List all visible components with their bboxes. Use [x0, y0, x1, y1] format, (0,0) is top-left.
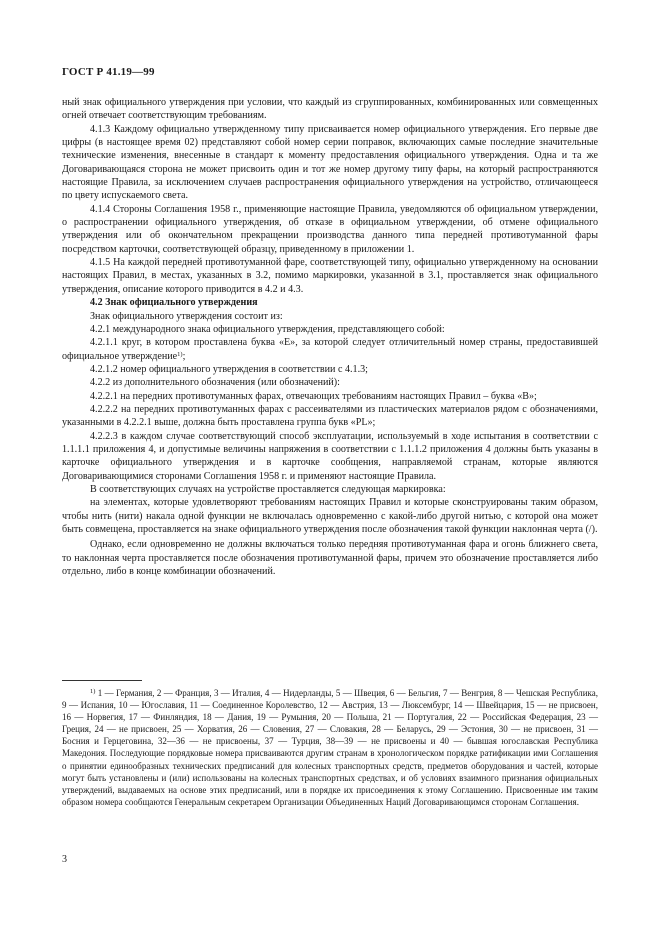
paragraph-marking-elements: на элементах, которые удовлетворяют требованиям настоящих Правил и которые сконструированы таким образом, чтобы нить (нити) накала одной функции не включалась одновременно с какой-либо другой нитью, с которой она может быть совмещена, проставляется на знаке официального утверждения после обозначения такой функции наклонная черта (/).	[62, 497, 598, 535]
paragraph-1: ный знак официального утверждения при условии, что каждый из сгруппированных, комбинированных или совмещенных огней отвечает соответствующим требованиям.	[62, 97, 598, 122]
footnote-reference: 1)	[177, 350, 183, 358]
paragraph-marking-intro: В соответствующих случаях на устройстве проставляется следующая маркировка:	[90, 483, 446, 495]
paragraph-4-1-4: 4.1.4 Стороны Соглашения 1958 г., применяющие настоящие Правила, уведомляются об официальном утверждении, о распространении официального утверждения, об отказе в официальном утверждении, об отмене официального утверждения или об окончательном прекращении производства данного типа передней противотуманной фары посредством карточки, соответствующей образцу, приведенному в приложении 1.	[62, 203, 598, 255]
page-number: 3	[62, 854, 67, 865]
paragraph-4-1-5: 4.1.5 На каждой передней противотуманной фаре, соответствующей типу, официально утвержденному на основании настоящих Правил, в местах, указанных в 3.2, помимо маркировки, указанной в 3.1, проставляется знак официального утверждения, описание которого приводится в 4.2 и 4.3.	[62, 257, 598, 295]
paragraph-4-2-1: 4.2.1 международного знака официального утверждения, представляющего собой:	[90, 323, 445, 335]
paragraph-however: Однако, если одновременно не должны включаться только передняя противотуманная фара и огонь ближнего света, то наклонная черта проставляется после обозначения противотуманной фары, причем это обозначение проставляется либо отдельно, либо в конце комбинации обозначений.	[62, 539, 598, 578]
footnote-marker: 1)	[90, 688, 96, 695]
paragraph-4-2-2-3: 4.2.2.3 в каждом случае соответствующий способ эксплуатации, используемый в ходе испытания в соответствии с 1.1.1.1 приложения 4, и допустимые величины напряжения в соответствии с 1.1.1.2 приложения 4 должны быть указаны в карточке официального утверждения и в карточке сообщения, направляемой странам, которые являются Договаривающимися сторонами Соглашения 1958 г. и применяют настоящие Правила.	[62, 430, 598, 482]
paragraph-4-2-2-2: 4.2.2.2 на передних противотуманных фарах с рассеивателями из пластических материалов рядом с обозначениями, указанными в 4.2.2.1 выше, должна быть проставлена группа букв «PL»;	[62, 403, 598, 429]
document-header: ГОСТ Р 41.19—99	[62, 66, 155, 78]
footnote-text: 1 — Германия, 2 — Франция, 3 — Италия, 4 — Нидерланды, 5 — Швеция, 6 — Бельгия, 7 — Венгрия, 8 — Чешская Республика, 9 — Испания, 10 — Югославия, 11 — Соединенное Королевство, 12 — Австрия, 13 — Люксембург, 14 — Швейцария, 15 — не присвоен, 16 — Норвегия, 17 — Финляндия, 18 — Дания, 19 — Румыния, 20 — Польша, 21 — Португалия, 22 — Российская Федерация, 23 — Греция, 24 — не присвоен, 25 — Хорватия, 26 — Словения, 27 — Словакия, 28 — Беларусь, 29 — Эстония, 30 — не присвоен, 31 — Босния и Герцеговина, 32—36 — не присвоены, 37 — Турция, 38—39 — не присвоены и 40 — бывшая югославская Республика Македония. Последующие порядковые номера присваиваются другим странам в хронологическом порядке ратификации ими Соглашения о принятии единообразных технических предписаний для колесных транспортных средств, предметов оборудования и частей, которые могут быть установлены и (или) использованы на колесных транспортных средствах, и об условиях взаимного признания официальных утверждений, выдаваемых на основе этих предписаний, или в порядке их присоединения к этому Соглашению. Присвоенные им таким образом номера сообщаются Генеральным секретарем Организации Объединенных Наций Договаривающимся сторонам Соглашения.	[62, 688, 598, 807]
footnote-divider	[62, 680, 142, 681]
paragraph-4-2-2: 4.2.2 из дополнительного обозначения (или обозначений):	[90, 377, 340, 389]
footnote	[62, 687, 598, 808]
paragraph-4-2-2-1: 4.2.2.1 на передних противотуманных фарах, отвечающих требованиям настоящих Правил – буква «В»;	[90, 390, 537, 402]
paragraph-4-2-1-2: 4.2.1.2 номер официального утверждения в соответствии с 4.1.3;	[90, 363, 368, 375]
section-heading-4-2: 4.2 Знак официального утверждения	[90, 297, 258, 309]
paragraph-4-1-3: 4.1.3 Каждому официально утвержденному типу присваивается номер официального утверждения. Его первые две цифры (в настоящее время 02) представляют собой номер серии поправок, включающих самые последние значительные технические изменения, внесенные в стандарт к моменту предоставления официального утверждения. Одна и та же Договаривающаяся сторона не может присвоить один и тот же номер другому типу фары, на который распространяются настоящие Правила, за исключением случаев распространения официального утверждения на устройство, отличающееся по цвету испускаемого света.	[62, 123, 598, 202]
paragraph-4-2-1-1: 4.2.1.1 круг, в котором проставлена буква «Е», за которой следует отличительный номер страны, предоставившей официальное утверждение$^{1)}$;	[62, 337, 598, 362]
body-text	[62, 96, 598, 578]
paragraph-approval-mark-intro: Знак официального утверждения состоит из:	[90, 310, 283, 322]
